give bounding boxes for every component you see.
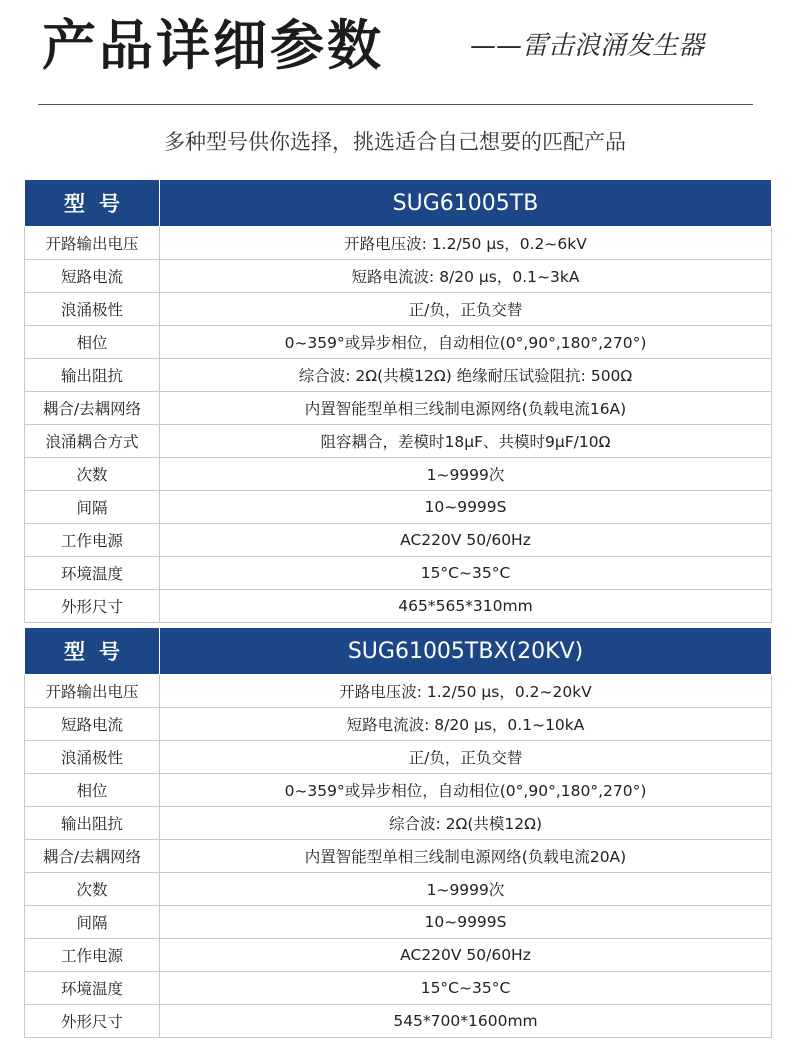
page-subtitle: ——雷击浪涌发生器 (470, 31, 705, 61)
table-row (25, 458, 772, 491)
table-row (25, 425, 772, 458)
spec-table-sug61005tb (24, 179, 772, 623)
row-label: 环境温度 (25, 557, 160, 590)
table-row (25, 557, 772, 590)
row-value: 正/负，正负交替 (160, 741, 772, 774)
row-value: 15°C~35°C (160, 972, 772, 1005)
table-row (25, 873, 772, 906)
row-label: 短路电流 (25, 708, 160, 741)
table-row (25, 293, 772, 326)
row-value: 开路电压波: 1.2/50 μs，0.2~20kV (160, 675, 772, 708)
row-value: 545*700*1600mm (160, 1005, 772, 1038)
table-row (25, 939, 772, 972)
table-row (25, 326, 772, 359)
table-header-row (25, 180, 772, 227)
table-row (25, 972, 772, 1005)
header-divider (38, 104, 753, 105)
row-value: 10~9999S (160, 906, 772, 939)
model-label: 型号 (25, 180, 160, 227)
row-value: 0~359°或异步相位，自动相位(0°,90°,180°,270°) (160, 774, 772, 807)
model-name: SUG61005TB (160, 180, 772, 227)
row-value: 1~9999次 (160, 458, 772, 491)
table-row (25, 227, 772, 260)
row-label: 次数 (25, 873, 160, 906)
row-value: 0~359°或异步相位，自动相位(0°,90°,180°,270°) (160, 326, 772, 359)
table-row (25, 906, 772, 939)
row-label: 输出阻抗 (25, 359, 160, 392)
row-value: 内置智能型单相三线制电源网络(负载电流16A) (160, 392, 772, 425)
row-label: 外形尺寸 (25, 590, 160, 623)
model-name: SUG61005TBX(20KV) (160, 628, 772, 675)
row-label: 浪涌耦合方式 (25, 425, 160, 458)
row-label: 外形尺寸 (25, 1005, 160, 1038)
intro-text: 多种型号供你选择，挑选适合自己想要的匹配产品 (164, 130, 626, 154)
row-value: AC220V 50/60Hz (160, 524, 772, 557)
row-label: 工作电源 (25, 939, 160, 972)
table-row (25, 260, 772, 293)
row-label: 相位 (25, 774, 160, 807)
row-value: 综合波: 2Ω(共模12Ω) (160, 807, 772, 840)
row-value: 内置智能型单相三线制电源网络(负载电流20A) (160, 840, 772, 873)
row-label: 间隔 (25, 906, 160, 939)
table-row (25, 807, 772, 840)
table-row (25, 675, 772, 708)
row-label: 次数 (25, 458, 160, 491)
row-value: AC220V 50/60Hz (160, 939, 772, 972)
spec-table-sug61005tbx (24, 627, 772, 1038)
row-value: 短路电流波: 8/20 μs，0.1~3kA (160, 260, 772, 293)
row-label: 环境温度 (25, 972, 160, 1005)
row-label: 间隔 (25, 491, 160, 524)
row-label: 开路输出电压 (25, 675, 160, 708)
row-label: 浪涌极性 (25, 293, 160, 326)
row-value: 1~9999次 (160, 873, 772, 906)
row-value: 15°C~35°C (160, 557, 772, 590)
row-value: 开路电压波: 1.2/50 μs，0.2~6kV (160, 227, 772, 260)
row-label: 工作电源 (25, 524, 160, 557)
table-row (25, 1005, 772, 1038)
model-label: 型号 (25, 628, 160, 675)
row-label: 输出阻抗 (25, 807, 160, 840)
table-row (25, 774, 772, 807)
row-label: 短路电流 (25, 260, 160, 293)
page-title: 产品详细参数 (42, 13, 384, 77)
table-row (25, 840, 772, 873)
row-label: 耦合/去耦网络 (25, 392, 160, 425)
row-value: 阻容耦合，差模时18μF、共模时9μF/10Ω (160, 425, 772, 458)
page-header (0, 0, 790, 110)
row-label: 耦合/去耦网络 (25, 840, 160, 873)
table-header-row (25, 628, 772, 675)
row-label: 浪涌极性 (25, 741, 160, 774)
row-value: 正/负，正负交替 (160, 293, 772, 326)
table-row (25, 392, 772, 425)
row-value: 短路电流波: 8/20 μs，0.1~10kA (160, 708, 772, 741)
table-row (25, 491, 772, 524)
row-value: 465*565*310mm (160, 590, 772, 623)
table-row (25, 524, 772, 557)
row-value: 10~9999S (160, 491, 772, 524)
table-row (25, 359, 772, 392)
table-row (25, 741, 772, 774)
row-label: 开路输出电压 (25, 227, 160, 260)
table-row (25, 590, 772, 623)
row-value: 综合波: 2Ω(共模12Ω) 绝缘耐压试验阻抗: 500Ω (160, 359, 772, 392)
row-label: 相位 (25, 326, 160, 359)
table-row (25, 708, 772, 741)
